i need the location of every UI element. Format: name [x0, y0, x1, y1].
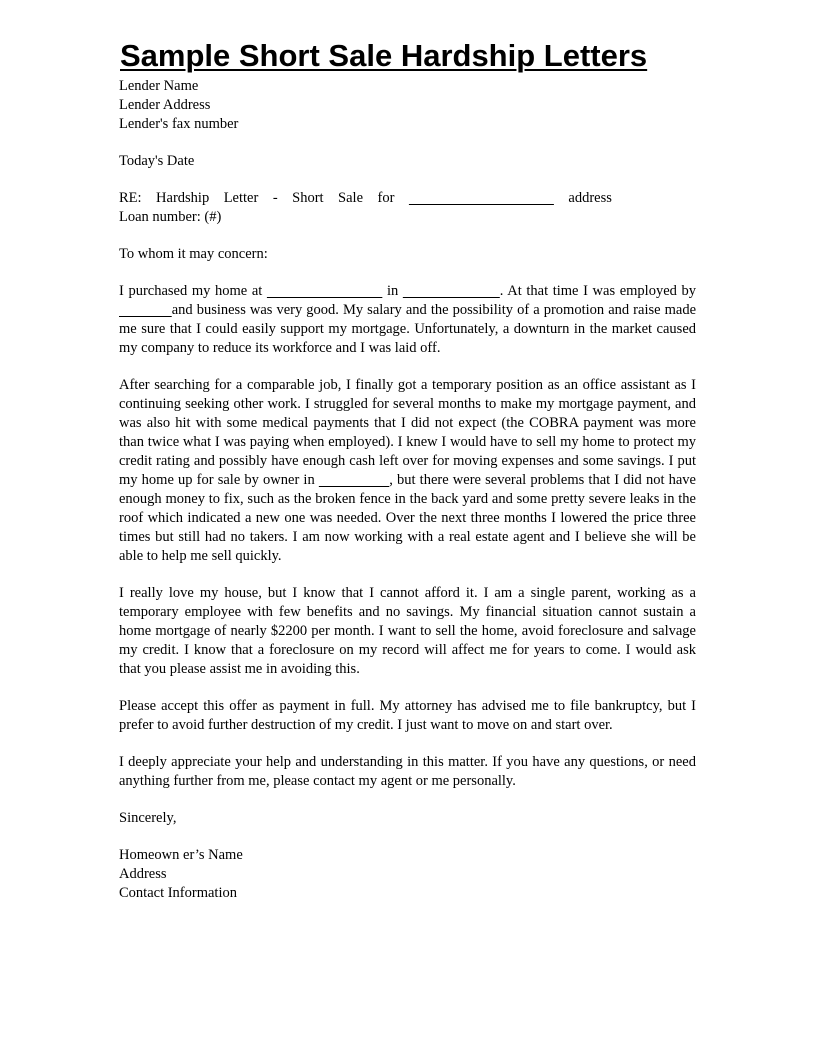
date-line: [119, 152, 696, 171]
paragraph-text: in: [382, 283, 403, 299]
property-blank: [409, 189, 554, 208]
paragraph-1: [119, 282, 696, 358]
contact-information: Contact Information: [119, 885, 237, 901]
closing-text: Sincerely,: [119, 810, 177, 826]
paragraph-text: After searching for a comparable job, I finally got a temporary position as an office assistant as I continuing seeking other work. I struggled for several months to make my mortgage payment, and was also hit with some medical payments that I did not expect (the COBRA payment was more than twice what I was paying when employed). I knew I would have to sell my home to protect my credit rating and possibly have enough cash left over for moving expenses and some savings. I put my home up for sale by owner in: [119, 377, 696, 488]
paragraph-text: , but there were several problems that I did not have enough money to fix, such as the broken fence in the back yard and some pretty severe leaks in the roof which indicated a new one was needed. Over the next three months I lowered the price three times but still had no takers. I am now working with a real estate agent and I believe she will be able to help me sell quickly.: [119, 472, 696, 564]
paragraph-4: Please accept this offer as payment in full. My attorney has advised me to file bankruptcy, but I prefer to avoid further destruction of my credit. I just want to move on and start over.: [119, 698, 696, 733]
paragraph-text: . At that time I was employed by: [499, 283, 697, 299]
sale-date-blank: [319, 472, 389, 488]
paragraph-3: I really love my house, but I know that I cannot afford it. I am a single parent, working as a temporary employee with few benefits and no savings. My financial situation cannot sustain a home mortgage of nearly $2200 per month. I want to sell the home, avoid foreclosure and salvage my credit. I know that a foreclosure on my record will affect me for years to come. I would ask that you please assist me in avoiding this.: [119, 585, 696, 677]
todays-date: Today's Date: [119, 153, 195, 169]
purchase-date-blank: [267, 283, 382, 299]
homeowner-name: Homeown er’s Name: [119, 847, 243, 863]
employer-blank: [119, 302, 172, 318]
re-word: Letter: [223, 190, 259, 206]
re-word: Short: [292, 190, 324, 206]
re-word: Hardship: [156, 190, 210, 206]
homeowner-address: Address: [119, 866, 167, 882]
re-word: RE:: [119, 190, 142, 206]
paragraph-text: I purchased my home at: [119, 283, 267, 299]
lender-fax: Lender's fax number: [119, 116, 239, 132]
paragraph-2: [119, 376, 696, 566]
salutation: [119, 245, 696, 264]
location-blank: [403, 283, 500, 299]
lender-name: Lender Name: [119, 78, 199, 94]
signature-block: [119, 846, 696, 903]
re-word: address: [568, 190, 612, 206]
re-word: -: [272, 190, 278, 206]
paragraph-5: I deeply appreciate your help and understanding in this matter. If you have any questions, or need anything further from me, please contact my agent or me personally.: [119, 754, 696, 789]
re-subject-line: [119, 189, 612, 208]
letter-body: [119, 77, 696, 921]
salutation-text: To whom it may concern:: [119, 246, 268, 262]
loan-number: Loan number: (#): [119, 209, 222, 225]
closing: [119, 809, 696, 828]
paragraph-text: and business was very good. My salary and the possibility of a promotion and raise made me sure that I could easily support my mortgage. Unfortunately, a downturn in the market caused my company to reduce its workforce and I was laid off.: [119, 302, 697, 356]
lender-address: Lender Address: [119, 97, 211, 113]
re-block: [119, 189, 696, 227]
re-word: Sale: [338, 190, 364, 206]
document-title: Sample Short Sale Hardship Letters: [120, 38, 648, 73]
re-word: for: [377, 190, 395, 206]
lender-block: [119, 77, 696, 134]
